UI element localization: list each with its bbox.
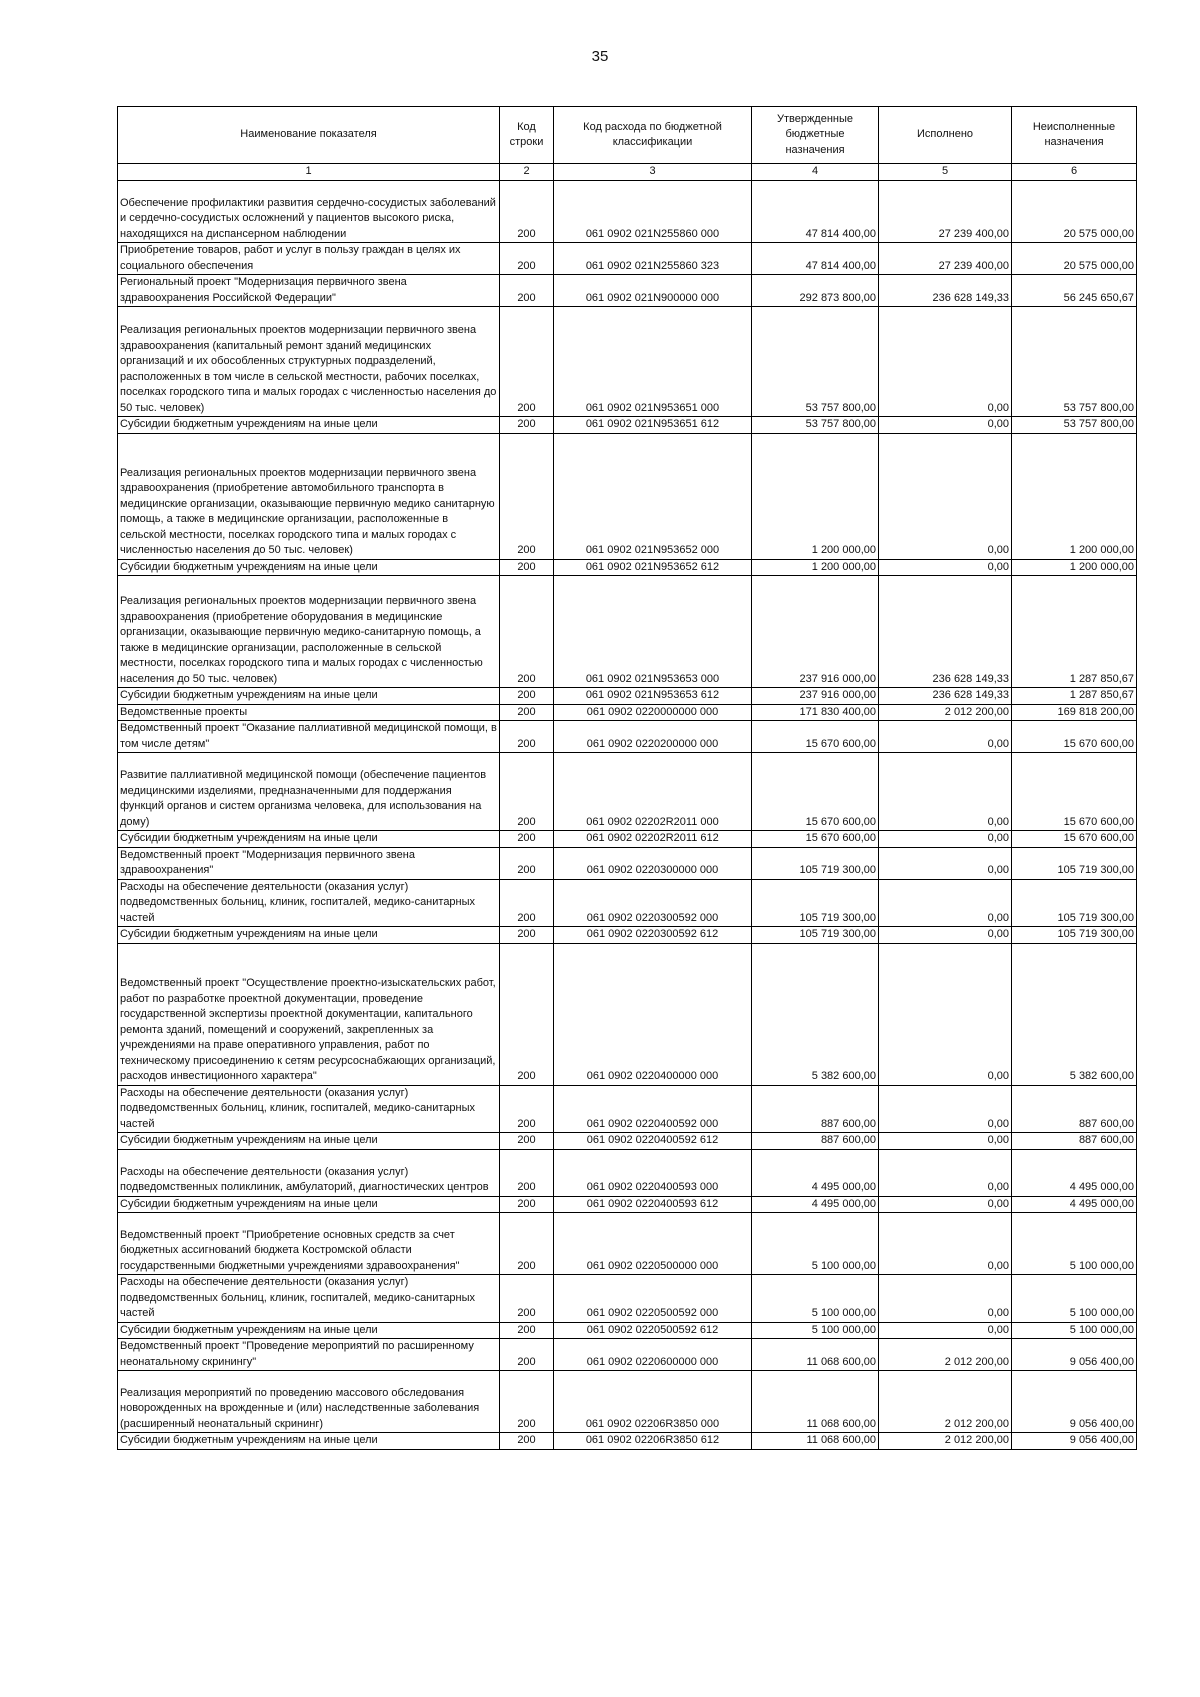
row-classification-code: 061 0902 02202R2011 000	[554, 753, 752, 831]
row-line-code: 200	[500, 1133, 554, 1150]
row-unexecuted-amount: 1 200 000,00	[1012, 433, 1137, 559]
table-row	[118, 559, 1137, 576]
row-approved-amount: 15 670 600,00	[752, 831, 879, 848]
row-approved-amount: 237 916 000,00	[752, 688, 879, 705]
column-number: 1	[118, 164, 500, 181]
row-approved-amount: 5 100 000,00	[752, 1275, 879, 1323]
row-classification-code: 061 0902 021N953651 000	[554, 307, 752, 417]
row-unexecuted-amount: 4 495 000,00	[1012, 1196, 1137, 1213]
column-number: 5	[879, 164, 1012, 181]
row-name: Субсидии бюджетным учреждениям на иные цели	[118, 927, 500, 944]
row-name: Ведомственные проекты	[118, 704, 500, 721]
row-unexecuted-amount: 15 670 600,00	[1012, 753, 1137, 831]
row-approved-amount: 237 916 000,00	[752, 576, 879, 688]
row-classification-code: 061 0902 0220300592 000	[554, 879, 752, 927]
row-executed-amount: 2 012 200,00	[879, 1371, 1012, 1433]
row-line-code: 200	[500, 307, 554, 417]
row-approved-amount: 105 719 300,00	[752, 927, 879, 944]
row-line-code: 200	[500, 721, 554, 753]
row-approved-amount: 53 757 800,00	[752, 417, 879, 434]
row-executed-amount: 0,00	[879, 1149, 1012, 1196]
row-classification-code: 061 0902 0220500000 000	[554, 1213, 752, 1275]
row-unexecuted-amount: 887 600,00	[1012, 1085, 1137, 1133]
table-row	[118, 417, 1137, 434]
row-name: Ведомственный проект "Приобретение основных средств за счет бюджетных ассигнований бюджета Костромской области государственными бюджетными учреждениями здравоохранения"	[118, 1213, 500, 1275]
row-line-code: 200	[500, 943, 554, 1085]
table-row	[118, 847, 1137, 879]
row-unexecuted-amount: 9 056 400,00	[1012, 1371, 1137, 1433]
row-unexecuted-amount: 1 200 000,00	[1012, 559, 1137, 576]
row-executed-amount: 2 012 200,00	[879, 704, 1012, 721]
row-name: Реализация мероприятий по проведению массового обследования новорожденных на врожденные и (или) наследственные заболевания (расширенный неонатальный скрининг)	[118, 1371, 500, 1433]
row-classification-code: 061 0902 021N953653 000	[554, 576, 752, 688]
page-number: 35	[591, 48, 609, 65]
header-budget-classification-code: Код расхода по бюджетной классификации	[554, 107, 752, 164]
row-classification-code: 061 0902 0220400593 612	[554, 1196, 752, 1213]
table-row	[118, 1196, 1137, 1213]
table-row	[118, 1085, 1137, 1133]
row-classification-code: 061 0902 0220600000 000	[554, 1339, 752, 1371]
row-classification-code: 061 0902 0220500592 612	[554, 1322, 752, 1339]
table-row	[118, 688, 1137, 705]
row-name: Реализация региональных проектов модернизации первичного звена здравоохранения (приобретение автомобильного транспорта в медицинские организации, оказывающие первичную медико санитарную помощь, а также в медицинские организации, расположенные в сельской местности, поселках городского типа и малых городах с численностью населения до 50 тыс. человек)	[118, 433, 500, 559]
table-row	[118, 1322, 1137, 1339]
row-executed-amount: 0,00	[879, 417, 1012, 434]
row-unexecuted-amount: 1 287 850,67	[1012, 576, 1137, 688]
row-approved-amount: 15 670 600,00	[752, 721, 879, 753]
row-executed-amount: 0,00	[879, 1133, 1012, 1150]
row-name: Расходы на обеспечение деятельности (оказания услуг) подведомственных больниц, клиник, госпиталей, медико-санитарных частей	[118, 879, 500, 927]
table-body	[118, 181, 1137, 1450]
header-unexecuted-appropriations: Неисполненные назначения	[1012, 107, 1137, 164]
row-approved-amount: 47 814 400,00	[752, 181, 879, 243]
row-name: Субсидии бюджетным учреждениям на иные цели	[118, 1133, 500, 1150]
row-unexecuted-amount: 5 100 000,00	[1012, 1322, 1137, 1339]
row-name: Ведомственный проект "Проведение мероприятий по расширенному неонатальному скринингу"	[118, 1339, 500, 1371]
row-classification-code: 061 0902 0220400593 000	[554, 1149, 752, 1196]
row-approved-amount: 292 873 800,00	[752, 275, 879, 307]
row-executed-amount: 0,00	[879, 1275, 1012, 1323]
row-name: Ведомственный проект "Модернизация первичного звена здравоохранения"	[118, 847, 500, 879]
row-approved-amount: 11 068 600,00	[752, 1339, 879, 1371]
table-row	[118, 1149, 1137, 1196]
row-approved-amount: 105 719 300,00	[752, 847, 879, 879]
table-row	[118, 1133, 1137, 1150]
row-executed-amount: 0,00	[879, 831, 1012, 848]
row-approved-amount: 53 757 800,00	[752, 307, 879, 417]
header-indicator-name: Наименование показателя	[118, 107, 500, 164]
row-line-code: 200	[500, 1213, 554, 1275]
row-executed-amount: 0,00	[879, 1322, 1012, 1339]
row-classification-code: 061 0902 0220400592 612	[554, 1133, 752, 1150]
row-classification-code: 061 0902 0220300592 612	[554, 927, 752, 944]
table-row	[118, 943, 1137, 1085]
row-executed-amount: 0,00	[879, 943, 1012, 1085]
header-executed: Исполнено	[879, 107, 1012, 164]
row-executed-amount: 0,00	[879, 1196, 1012, 1213]
row-executed-amount: 27 239 400,00	[879, 243, 1012, 275]
column-number: 2	[500, 164, 554, 181]
row-approved-amount: 887 600,00	[752, 1133, 879, 1150]
row-classification-code: 061 0902 02206R3850 612	[554, 1433, 752, 1450]
row-executed-amount: 2 012 200,00	[879, 1433, 1012, 1450]
column-number: 3	[554, 164, 752, 181]
row-line-code: 200	[500, 704, 554, 721]
row-executed-amount: 0,00	[879, 1085, 1012, 1133]
row-approved-amount: 4 495 000,00	[752, 1149, 879, 1196]
row-line-code: 200	[500, 243, 554, 275]
row-unexecuted-amount: 15 670 600,00	[1012, 831, 1137, 848]
row-unexecuted-amount: 5 382 600,00	[1012, 943, 1137, 1085]
header-row	[118, 107, 1137, 164]
row-unexecuted-amount: 887 600,00	[1012, 1133, 1137, 1150]
column-number-row	[118, 164, 1137, 181]
table-row	[118, 1339, 1137, 1371]
row-unexecuted-amount: 105 719 300,00	[1012, 879, 1137, 927]
row-approved-amount: 11 068 600,00	[752, 1371, 879, 1433]
row-classification-code: 061 0902 0220200000 000	[554, 721, 752, 753]
row-classification-code: 061 0902 0220000000 000	[554, 704, 752, 721]
row-name: Реализация региональных проектов модернизации первичного звена здравоохранения (приобретение оборудования в медицинские организации, оказывающие первичную медико-санитарную помощь, а также в медицинские организации, расположенные в сельской местности, поселках городского типа и малых городах с численностью населения до 50 тыс. человек)	[118, 576, 500, 688]
row-executed-amount: 236 628 149,33	[879, 688, 1012, 705]
row-classification-code: 061 0902 021N900000 000	[554, 275, 752, 307]
row-classification-code: 061 0902 021N255860 323	[554, 243, 752, 275]
row-unexecuted-amount: 53 757 800,00	[1012, 417, 1137, 434]
row-unexecuted-amount: 5 100 000,00	[1012, 1213, 1137, 1275]
row-unexecuted-amount: 1 287 850,67	[1012, 688, 1137, 705]
row-approved-amount: 5 100 000,00	[752, 1213, 879, 1275]
row-name: Субсидии бюджетным учреждениям на иные цели	[118, 417, 500, 434]
row-unexecuted-amount: 5 100 000,00	[1012, 1275, 1137, 1323]
header-line-code: Код строки	[500, 107, 554, 164]
table-row	[118, 243, 1137, 275]
row-approved-amount: 47 814 400,00	[752, 243, 879, 275]
row-approved-amount: 5 100 000,00	[752, 1322, 879, 1339]
table-row	[118, 704, 1137, 721]
row-line-code: 200	[500, 275, 554, 307]
row-line-code: 200	[500, 1433, 554, 1450]
row-name: Обеспечение профилактики развития сердечно-сосудистых заболеваний и сердечно-сосудистых осложнений у пациентов высокого риска, находящихся на диспансерном наблюдении	[118, 181, 500, 243]
table-row	[118, 1371, 1137, 1433]
row-executed-amount: 0,00	[879, 559, 1012, 576]
row-name: Субсидии бюджетным учреждениям на иные цели	[118, 1433, 500, 1450]
row-unexecuted-amount: 169 818 200,00	[1012, 704, 1137, 721]
row-name: Субсидии бюджетным учреждениям на иные цели	[118, 688, 500, 705]
table-row	[118, 576, 1137, 688]
row-executed-amount: 236 628 149,33	[879, 576, 1012, 688]
row-approved-amount: 171 830 400,00	[752, 704, 879, 721]
row-executed-amount: 0,00	[879, 927, 1012, 944]
row-executed-amount: 0,00	[879, 433, 1012, 559]
row-unexecuted-amount: 9 056 400,00	[1012, 1339, 1137, 1371]
row-name: Субсидии бюджетным учреждениям на иные цели	[118, 1322, 500, 1339]
row-line-code: 200	[500, 417, 554, 434]
row-classification-code: 061 0902 02202R2011 612	[554, 831, 752, 848]
row-approved-amount: 5 382 600,00	[752, 943, 879, 1085]
row-name: Субсидии бюджетным учреждениям на иные цели	[118, 831, 500, 848]
row-line-code: 200	[500, 559, 554, 576]
table-row	[118, 831, 1137, 848]
row-executed-amount: 0,00	[879, 847, 1012, 879]
table-row	[118, 1433, 1137, 1450]
table-row	[118, 753, 1137, 831]
table-row	[118, 1213, 1137, 1275]
row-classification-code: 061 0902 021N953652 612	[554, 559, 752, 576]
row-classification-code: 061 0902 0220400000 000	[554, 943, 752, 1085]
column-number: 6	[1012, 164, 1137, 181]
table-row	[118, 721, 1137, 753]
row-line-code: 200	[500, 1149, 554, 1196]
row-approved-amount: 887 600,00	[752, 1085, 879, 1133]
row-approved-amount: 15 670 600,00	[752, 753, 879, 831]
row-classification-code: 061 0902 021N953652 000	[554, 433, 752, 559]
budget-execution-table	[117, 106, 1137, 1450]
row-name: Субсидии бюджетным учреждениям на иные цели	[118, 1196, 500, 1213]
row-classification-code: 061 0902 021N255860 000	[554, 181, 752, 243]
row-line-code: 200	[500, 1371, 554, 1433]
row-approved-amount: 11 068 600,00	[752, 1433, 879, 1450]
row-approved-amount: 1 200 000,00	[752, 559, 879, 576]
row-name: Расходы на обеспечение деятельности (оказания услуг) подведомственных поликлиник, амбулаторий, диагностических центров	[118, 1149, 500, 1196]
row-line-code: 200	[500, 1322, 554, 1339]
row-name: Региональный проект "Модернизация первичного звена здравоохранения Российской Федерации"	[118, 275, 500, 307]
row-unexecuted-amount: 105 719 300,00	[1012, 847, 1137, 879]
row-approved-amount: 1 200 000,00	[752, 433, 879, 559]
table-row	[118, 181, 1137, 243]
row-unexecuted-amount: 56 245 650,67	[1012, 275, 1137, 307]
table-row	[118, 927, 1137, 944]
row-executed-amount: 236 628 149,33	[879, 275, 1012, 307]
row-name: Расходы на обеспечение деятельности (оказания услуг) подведомственных больниц, клиник, госпиталей, медико-санитарных частей	[118, 1085, 500, 1133]
row-unexecuted-amount: 4 495 000,00	[1012, 1149, 1137, 1196]
row-line-code: 200	[500, 879, 554, 927]
table-row	[118, 275, 1137, 307]
row-line-code: 200	[500, 433, 554, 559]
row-line-code: 200	[500, 1275, 554, 1323]
row-executed-amount: 0,00	[879, 721, 1012, 753]
row-name: Ведомственный проект "Оказание паллиативной медицинской помощи, в том числе детям"	[118, 721, 500, 753]
row-line-code: 200	[500, 1339, 554, 1371]
row-name: Субсидии бюджетным учреждениям на иные цели	[118, 559, 500, 576]
row-unexecuted-amount: 20 575 000,00	[1012, 243, 1137, 275]
row-line-code: 200	[500, 847, 554, 879]
row-approved-amount: 105 719 300,00	[752, 879, 879, 927]
row-name: Реализация региональных проектов модернизации первичного звена здравоохранения (капитальный ремонт зданий медицинских организаций и их обособленных структурных подразделений, расположенных в том числе в сельской местности, рабочих поселках, поселках городского типа и малых городах с численностью населения до 50 тыс. человек)	[118, 307, 500, 417]
row-executed-amount: 0,00	[879, 1213, 1012, 1275]
row-name: Приобретение товаров, работ и услуг в пользу граждан в целях их социального обеспечения	[118, 243, 500, 275]
row-unexecuted-amount: 15 670 600,00	[1012, 721, 1137, 753]
row-classification-code: 061 0902 02206R3850 000	[554, 1371, 752, 1433]
row-line-code: 200	[500, 576, 554, 688]
table-row	[118, 1275, 1137, 1323]
row-unexecuted-amount: 20 575 000,00	[1012, 181, 1137, 243]
row-executed-amount: 2 012 200,00	[879, 1339, 1012, 1371]
header-approved-appropriations: Утвержденные бюджетные назначения	[752, 107, 879, 164]
row-line-code: 200	[500, 927, 554, 944]
row-executed-amount: 0,00	[879, 307, 1012, 417]
row-line-code: 200	[500, 1196, 554, 1213]
row-unexecuted-amount: 9 056 400,00	[1012, 1433, 1137, 1450]
row-line-code: 200	[500, 831, 554, 848]
row-line-code: 200	[500, 181, 554, 243]
row-line-code: 200	[500, 1085, 554, 1133]
row-executed-amount: 0,00	[879, 879, 1012, 927]
row-classification-code: 061 0902 021N953651 612	[554, 417, 752, 434]
row-unexecuted-amount: 105 719 300,00	[1012, 927, 1137, 944]
row-approved-amount: 4 495 000,00	[752, 1196, 879, 1213]
row-executed-amount: 27 239 400,00	[879, 181, 1012, 243]
row-line-code: 200	[500, 688, 554, 705]
row-unexecuted-amount: 53 757 800,00	[1012, 307, 1137, 417]
row-line-code: 200	[500, 753, 554, 831]
table-row	[118, 879, 1137, 927]
row-classification-code: 061 0902 021N953653 612	[554, 688, 752, 705]
table-row	[118, 307, 1137, 417]
row-executed-amount: 0,00	[879, 753, 1012, 831]
row-name: Расходы на обеспечение деятельности (оказания услуг) подведомственных больниц, клиник, госпиталей, медико-санитарных частей	[118, 1275, 500, 1323]
row-name: Ведомственный проект "Осуществление проектно-изыскательских работ, работ по разработке проектной документации, проведение государственной экспертизы проектной документации, капитального ремонта зданий, помещений и сооружений, закрепленных за учреждениями на праве оперативного управления, работ по техническому присоединению к сетям ресурсоснабжающих организаций, расходов инвестиционного характера"	[118, 943, 500, 1085]
row-name: Развитие паллиативной медицинской помощи (обеспечение пациентов медицинскими изделиями, предназначенными для поддержания функций органов и систем организма человека, для использования на дому)	[118, 753, 500, 831]
row-classification-code: 061 0902 0220300000 000	[554, 847, 752, 879]
row-classification-code: 061 0902 0220500592 000	[554, 1275, 752, 1323]
table-row	[118, 433, 1137, 559]
row-classification-code: 061 0902 0220400592 000	[554, 1085, 752, 1133]
column-number: 4	[752, 164, 879, 181]
